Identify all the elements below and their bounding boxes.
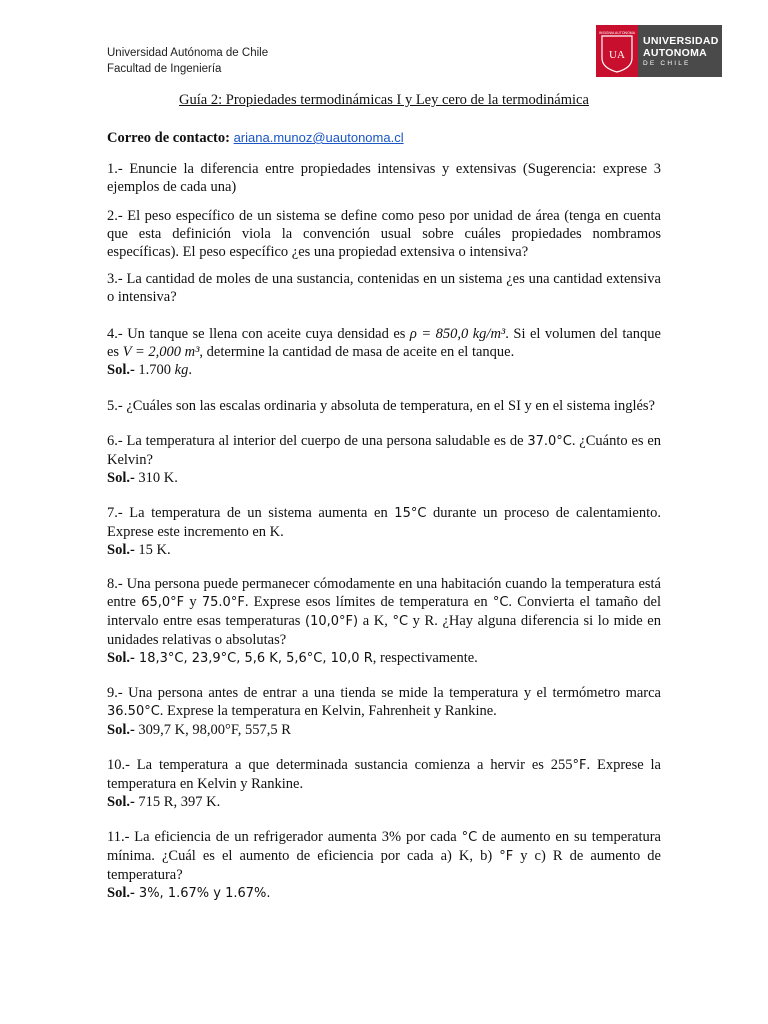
q10-sol: 715 R, 397 K. xyxy=(134,794,221,810)
document-title: Guía 2: Propiedades termodinámicas I y Ley cero de la termodinámica xyxy=(179,92,589,108)
question-8 xyxy=(107,575,661,668)
logo-word-3: DE CHILE xyxy=(643,59,691,67)
question-2: 2.- El peso específico de un sistema se define como peso por unidad de área (tenga en cuenta que esta definición viola la convención usual sobre cuáles propiedades nombramos específicas). El peso específico ¿es una propiedad extensiva o intensiva? xyxy=(107,208,661,260)
q8-sol-end: , respectivamente. xyxy=(372,650,478,666)
faculty-name: Facultad de Ingeniería xyxy=(107,63,222,75)
q8-value-5: °C xyxy=(392,614,409,629)
q7-sol-label: Sol.- xyxy=(107,542,135,558)
q11-value-2: °F xyxy=(499,849,514,864)
q10-value: °F xyxy=(572,758,587,773)
q4-density: ρ = 850,0 kg/m³ xyxy=(409,326,506,342)
institution-header xyxy=(107,45,268,77)
question-1: 1.- Enuncie la diferencia entre propiedades intensivas y extensivas (Sugerencia: exprese 3 ejemplos de cada una) xyxy=(107,161,661,195)
q8-text-c: . Exprese esos límites de temperatura en xyxy=(244,594,493,610)
q11-text-a: 11.- La eficiencia de un refrigerador aumenta 3% por cada xyxy=(107,829,462,845)
q9-text-a: 9.- Una persona antes de entrar a una tienda se mide la temperatura y el termómetro marca xyxy=(107,685,661,701)
logo-emblem-top-text: INSIGNIA AUTONOMA xyxy=(598,31,636,35)
q11-text-c: y c) R de aumento de temperatura? xyxy=(107,848,661,883)
q10-text-a: 10.- La temperatura a que determinada sustancia comienza a hervir es 255 xyxy=(107,757,573,773)
q8-text-e: a K, xyxy=(358,613,393,629)
q4-volume: V = 2,000 m³ xyxy=(122,344,200,360)
q8-text-b: y xyxy=(184,594,202,610)
q7-sol: 15 K. xyxy=(134,542,171,558)
q9-sol: 309,7 K, 98,00°F, 557,5 R xyxy=(134,722,291,738)
question-3: 3.- La cantidad de moles de una sustancia, contenidas en un sistema ¿es una cantidad extensiva o intensiva? xyxy=(107,271,661,305)
question-5: 5.- ¿Cuáles son las escalas ordinaria y absoluta de temperatura, en el SI y en el sistema inglés? xyxy=(107,398,655,414)
q8-value-1: 65,0°F xyxy=(141,595,185,610)
question-11 xyxy=(107,828,661,903)
q11-value-1: °C xyxy=(461,830,478,845)
q4-text-c: , determine la cantidad de masa de aceite en el tanque. xyxy=(199,344,515,360)
q4-sol-label: Sol.- xyxy=(107,362,135,378)
q6-text-b: . ¿Cuánto es en Kelvin? xyxy=(107,433,662,468)
q8-value-3: °C xyxy=(492,595,509,610)
contact-label: Correo de contacto: xyxy=(107,130,230,146)
q8-text-d: . Convierta el tamaño del intervalo entre esas temperaturas xyxy=(107,594,661,629)
q7-text-a: 7.- La temperatura de un sistema aumenta en xyxy=(107,505,395,521)
q4-sol-end: . xyxy=(188,362,192,378)
question-7 xyxy=(107,504,661,559)
q7-value: 15°C xyxy=(394,506,427,521)
q4-text-b: . Si el volumen del tanque es xyxy=(107,326,661,360)
q8-sol-label: Sol.- xyxy=(107,650,135,666)
q8-sol: 18,3°C, 23,9°C, 5,6 K, 5,6°C, 10,0 R xyxy=(134,651,373,666)
q11-sol: 3%, 1.67% y 1.67%. xyxy=(134,886,271,901)
question-4 xyxy=(107,325,661,379)
logo-emblem xyxy=(596,25,638,77)
q10-sol-label: Sol.- xyxy=(107,794,135,810)
logo-wordmark xyxy=(638,25,722,77)
q4-text-a: 4.- Un tanque se llena con aceite cuya densidad es xyxy=(107,326,410,342)
q11-sol-label: Sol.- xyxy=(107,885,135,901)
question-10 xyxy=(107,756,661,811)
q8-value-2: 75.0°F xyxy=(201,595,245,610)
question-6 xyxy=(107,432,661,487)
q9-sol-label: Sol.- xyxy=(107,722,135,738)
shield-icon xyxy=(598,28,636,74)
q4-sol: 1.700 xyxy=(134,362,175,378)
q11-text-b: de aumento en su temperatura mínima. ¿Cuál es el aumento de eficiencia por cada a) K, b) xyxy=(107,829,661,864)
q6-text-a: 6.- La temperatura al interior del cuerpo de una persona saludable es de xyxy=(107,433,528,449)
q8-value-4: (10,0°F) xyxy=(305,614,359,629)
q9-text-b: . Exprese la temperatura en Kelvin, Fahrenheit y Rankine. xyxy=(159,703,497,719)
q8-text-f: y R. ¿Hay alguna diferencia si lo mide en unidades relativas o absolutas? xyxy=(107,613,661,648)
q4-sol-unit: kg xyxy=(174,362,189,378)
q9-value: 36.50°C xyxy=(107,704,160,719)
q6-sol: 310 K. xyxy=(134,470,178,486)
question-9 xyxy=(107,684,661,739)
contact-email-link[interactable]: ariana.munoz@uautonoma.cl xyxy=(233,130,404,145)
logo-word-1: UNIVERSIDAD xyxy=(643,34,719,47)
q6-value: 37.0°C xyxy=(527,434,572,449)
q8-text-a: 8.- Una persona puede permanecer cómodamente en una habitación cuando la temperatura está entre xyxy=(107,576,661,610)
university-name: Universidad Autónoma de Chile xyxy=(107,47,269,59)
logo-mark: UA xyxy=(609,49,625,61)
q6-sol-label: Sol.- xyxy=(107,470,135,486)
university-logo xyxy=(596,25,722,77)
contact-line xyxy=(107,130,404,147)
logo-word-2: AUTONOMA xyxy=(643,46,708,59)
q7-text-b: durante un proceso de calentamiento. Exprese este incremento en K. xyxy=(107,505,661,540)
q10-text-b: . Exprese la temperatura en Kelvin y Rankine. xyxy=(107,757,661,792)
